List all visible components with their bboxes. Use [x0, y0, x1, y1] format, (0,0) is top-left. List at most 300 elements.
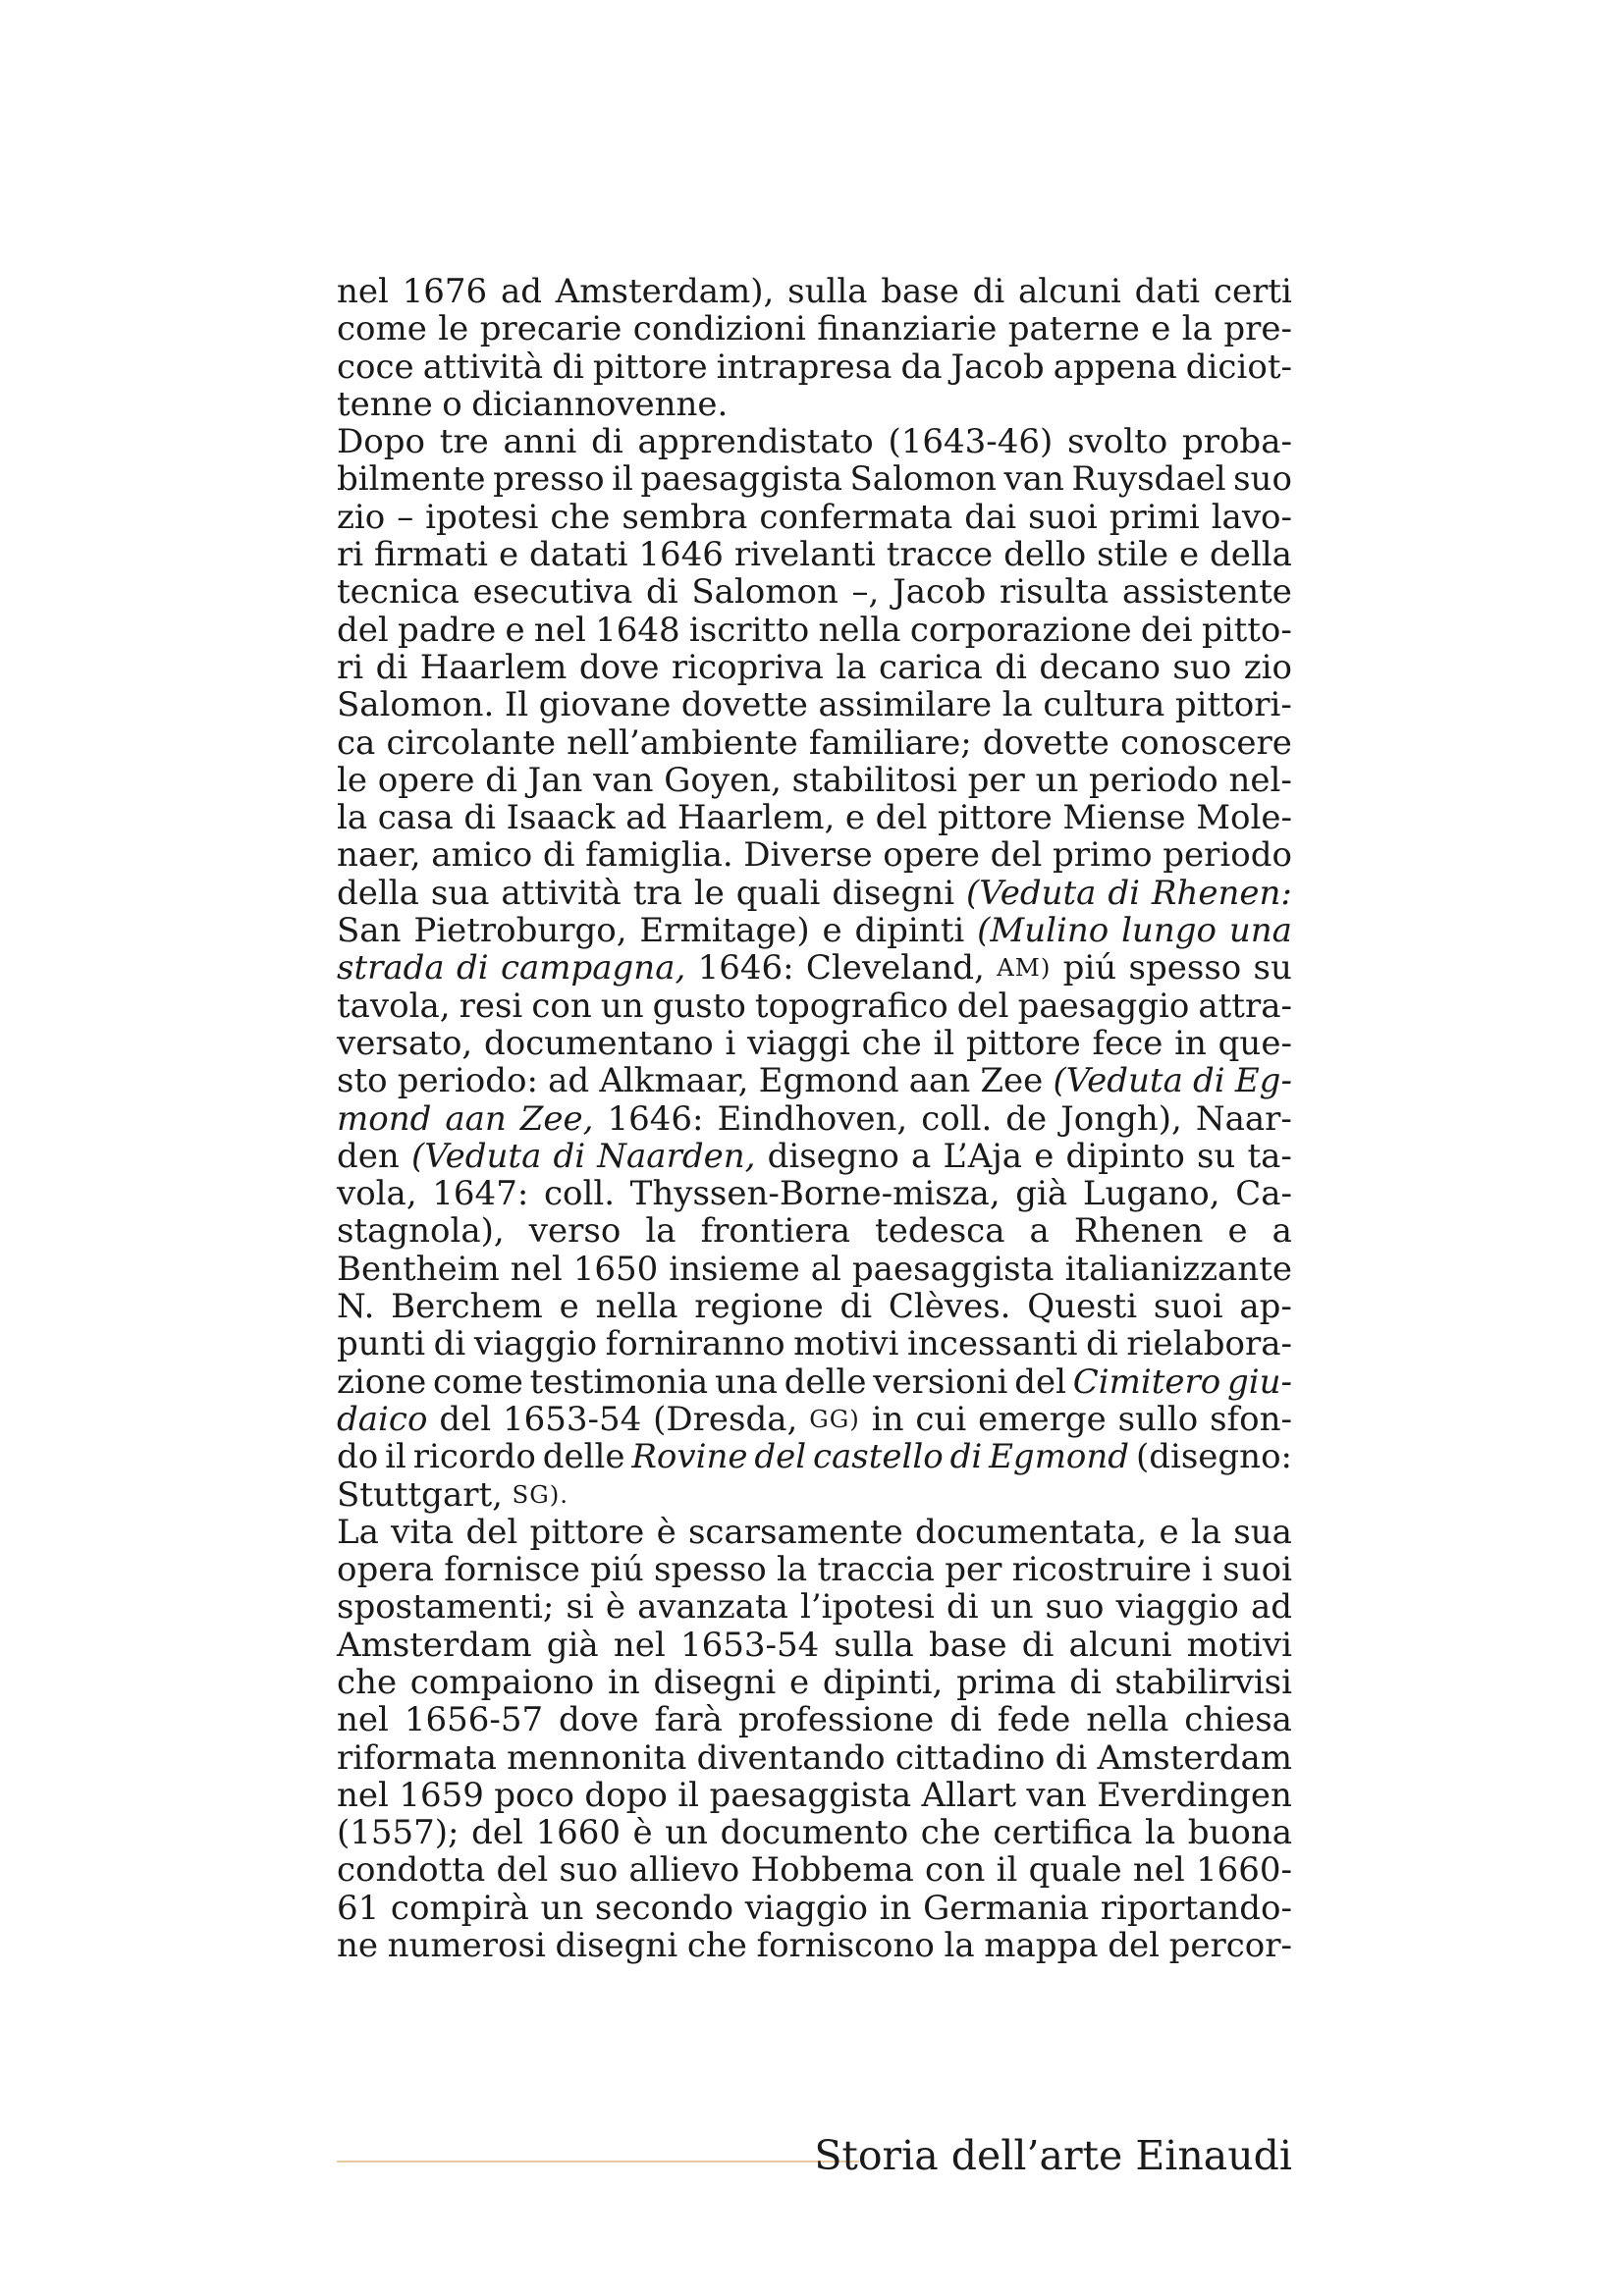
word: (Veduta: [1053, 1061, 1183, 1101]
word: Ca-: [1235, 1174, 1292, 1214]
word: le: [438, 309, 469, 349]
word: viaggi: [747, 1023, 850, 1063]
word: Jan: [527, 760, 583, 800]
word: punti: [337, 1324, 426, 1364]
word: si: [566, 1587, 594, 1628]
word: di: [645, 572, 678, 613]
word: di: [972, 272, 1005, 311]
text-line: [337, 1025, 1292, 1062]
word: le: [337, 760, 367, 800]
word: padre: [398, 610, 497, 650]
word: Naar-: [1195, 1098, 1292, 1139]
word: conoscere: [1120, 722, 1292, 763]
word: in: [608, 1662, 640, 1702]
word: l’ipotesi: [799, 1587, 935, 1628]
word: di: [433, 1324, 466, 1364]
word: svolto: [1067, 422, 1168, 462]
word: e: [1151, 309, 1171, 349]
word: dipinto: [1065, 1136, 1185, 1176]
text-line: [337, 1514, 1292, 1551]
word: mappa: [984, 1926, 1099, 1966]
word: Zee,: [519, 1098, 594, 1139]
word: topografico: [754, 986, 948, 1026]
word: Miense: [1062, 798, 1186, 838]
text-line: [337, 1288, 1292, 1325]
word: risulta: [999, 572, 1109, 613]
word: dove: [578, 647, 660, 687]
word: è: [656, 1512, 676, 1552]
word: frontiera: [700, 1211, 850, 1252]
word: è: [605, 1587, 625, 1628]
word: professione: [737, 1700, 935, 1740]
word: quale: [1028, 1850, 1122, 1891]
word: una: [1228, 911, 1292, 951]
word: primo: [1053, 835, 1153, 876]
word: do: [337, 1437, 379, 1477]
word: numerosi: [387, 1926, 546, 1966]
word: dai: [964, 497, 1017, 537]
word: casa: [377, 798, 454, 838]
word: al: [810, 1249, 841, 1289]
word: dovette: [680, 685, 808, 725]
word: nella: [818, 610, 901, 650]
word: del: [754, 1437, 807, 1477]
footer-rule: [337, 2161, 859, 2163]
text-line: [337, 1890, 1292, 1927]
word: per: [967, 760, 1025, 800]
word: nel: [533, 610, 586, 650]
word: sfon-: [1210, 1399, 1292, 1439]
word: paterne: [1007, 309, 1140, 349]
word: (disegno:: [1135, 1437, 1292, 1477]
word: zio: [1243, 647, 1292, 687]
word: stile: [1097, 535, 1169, 575]
word: Salomon: [691, 572, 839, 613]
word: –,: [851, 572, 880, 613]
word: Zee: [980, 1061, 1044, 1101]
word: diciannovenne.: [471, 384, 729, 424]
word: 61: [337, 1888, 380, 1928]
text-line: [337, 799, 1292, 836]
word: opere: [883, 835, 980, 876]
word: ad: [1250, 1587, 1292, 1628]
word: del: [471, 1813, 523, 1853]
word: il: [677, 1775, 700, 1815]
word: in: [1174, 1023, 1207, 1063]
word: e: [1179, 535, 1200, 575]
text-line: [337, 1777, 1292, 1814]
word: familiare;: [808, 722, 972, 763]
word: disegni: [555, 1926, 678, 1966]
word: Germania: [923, 1888, 1090, 1928]
text-line: [337, 1401, 1292, 1438]
word: 1656-57: [404, 1700, 544, 1740]
word: nel: [1132, 1850, 1185, 1891]
word: gusto: [652, 986, 746, 1026]
word: italianizzante: [1064, 1249, 1292, 1289]
word: di: [1055, 1737, 1088, 1778]
word: i: [1202, 1550, 1213, 1590]
word: suoi: [1028, 497, 1098, 537]
word: (Dresda,: [653, 1399, 798, 1439]
word: Stuttgart,: [337, 1474, 503, 1515]
word: piú: [1062, 948, 1117, 988]
text-line: [337, 762, 1292, 799]
word: cui: [915, 1399, 967, 1439]
word: Lugano,: [1082, 1174, 1220, 1214]
word: Jongh),: [1060, 1098, 1182, 1139]
word: e: [844, 798, 866, 838]
word: SG).: [512, 1479, 569, 1509]
word: anni: [503, 422, 577, 462]
word: 1646:: [697, 948, 794, 988]
word: delle: [784, 1362, 867, 1402]
word: L’Aja: [943, 1136, 1023, 1176]
word: il: [933, 1023, 955, 1063]
word: viaggio: [744, 1888, 868, 1928]
text-line: [337, 612, 1292, 649]
word: famiglia.: [585, 835, 733, 876]
word: rivelanti: [733, 535, 876, 575]
word: resi: [459, 986, 523, 1026]
word: nell’ambiente: [567, 722, 798, 763]
text-line: [337, 460, 1292, 498]
word: Eindhoven,: [717, 1098, 908, 1139]
word: traccia: [817, 1550, 935, 1590]
word: Jacob: [950, 347, 1045, 387]
word: delle: [542, 1437, 625, 1477]
word: e: [498, 535, 519, 575]
word: della: [1210, 535, 1292, 575]
word: Cleveland,: [805, 948, 985, 988]
word: già: [546, 1625, 599, 1665]
word: il: [612, 459, 633, 500]
text-line: [337, 836, 1292, 874]
word: Salomon.: [337, 685, 495, 725]
word: apprendistato: [637, 422, 874, 462]
word: vita: [391, 1512, 455, 1552]
word: che: [861, 1023, 922, 1063]
word: per: [945, 1550, 1002, 1590]
word: e: [505, 610, 525, 650]
word: avanzata: [637, 1587, 788, 1628]
word: compirà: [390, 1888, 529, 1928]
text-line: [337, 1363, 1292, 1401]
word: ricopriva: [671, 647, 824, 687]
word: pre-: [1223, 309, 1292, 349]
word: stabilirvisi: [1114, 1662, 1292, 1702]
word: rielabora-: [1126, 1324, 1292, 1364]
word: stabilitosi: [791, 760, 957, 800]
word: precarie: [479, 309, 622, 349]
word: Allart: [921, 1775, 1017, 1815]
word: e: [1034, 1136, 1055, 1176]
word: la: [337, 798, 368, 838]
word: mond: [337, 1098, 432, 1139]
text-line: [337, 1588, 1292, 1626]
word: pitto-: [1201, 610, 1292, 650]
word: ad: [625, 798, 668, 838]
word: disegni: [653, 1662, 777, 1702]
word: aan: [908, 1061, 971, 1101]
word: allievo: [628, 1850, 740, 1891]
word: un: [600, 986, 644, 1026]
text-line: [337, 1175, 1292, 1212]
word: circolante: [386, 722, 556, 763]
word: che: [686, 1926, 747, 1966]
text-line: [337, 423, 1292, 460]
word: le: [693, 873, 725, 913]
word: versioni: [873, 1362, 1008, 1402]
text-line: [337, 1100, 1292, 1138]
word: di: [542, 835, 575, 876]
word: motivi: [1186, 1625, 1292, 1665]
word: ri: [337, 647, 364, 687]
word: il: [385, 1437, 406, 1477]
text-line: [337, 1701, 1292, 1738]
word: paesaggio: [1017, 986, 1190, 1026]
word: 1660: [535, 1813, 621, 1853]
word: coll.: [921, 1098, 993, 1139]
word: riportando-: [1100, 1888, 1292, 1928]
word: opera: [337, 1550, 434, 1590]
word: castello: [812, 1437, 944, 1477]
word: Salomon: [849, 459, 998, 500]
text-line: [337, 310, 1292, 347]
word: van: [1003, 459, 1064, 500]
text-line: [337, 988, 1292, 1025]
word: zione: [337, 1362, 427, 1402]
word: ricordo: [412, 1437, 536, 1477]
word: suoi: [1153, 1287, 1223, 1327]
word: dati: [1134, 272, 1201, 311]
word: coll.: [543, 1174, 616, 1214]
word: che: [550, 497, 611, 537]
word: coce: [337, 347, 414, 387]
word: suo: [1045, 1587, 1105, 1628]
word: Egmond: [758, 1061, 899, 1101]
word: tracce: [886, 535, 994, 575]
word: proba-: [1181, 422, 1292, 462]
word: come: [337, 309, 427, 349]
word: il: [996, 1850, 1018, 1891]
word: i: [725, 1023, 736, 1063]
word: di: [949, 1437, 983, 1477]
word: spesso: [654, 1550, 767, 1590]
word: condizioni: [632, 309, 806, 349]
word: cultura: [1043, 685, 1165, 725]
word: suoi: [1222, 1550, 1292, 1590]
word: la: [1190, 1512, 1221, 1552]
word: in: [871, 1399, 904, 1439]
word: nella: [1086, 1700, 1169, 1740]
word: vola,: [337, 1174, 417, 1214]
word: con: [925, 1850, 986, 1891]
word: e: [1227, 1211, 1248, 1252]
word: con: [531, 986, 592, 1026]
text-line: [337, 348, 1292, 386]
word: versato,: [337, 1023, 473, 1063]
word: pittore: [965, 1023, 1081, 1063]
word: di: [1086, 1324, 1118, 1364]
word: del: [990, 835, 1043, 876]
word: incessanti: [907, 1324, 1078, 1364]
text-line: [337, 1325, 1292, 1362]
word: mennonita: [507, 1737, 687, 1778]
word: dei: [1140, 610, 1193, 650]
word: condotta: [337, 1850, 486, 1891]
word: strada: [337, 948, 445, 988]
word: tedesca: [875, 1211, 1005, 1252]
word: 1659: [399, 1775, 484, 1815]
word: Questi: [1027, 1287, 1138, 1327]
word: (Mulino: [977, 911, 1109, 951]
word: bilmente: [337, 459, 486, 500]
word: spesso: [1128, 948, 1242, 988]
word: ad: [500, 272, 542, 311]
word: pittore: [592, 347, 708, 387]
word: documentata,: [915, 1512, 1148, 1552]
text-line: [337, 573, 1292, 611]
word: forniranno: [605, 1324, 785, 1364]
word: Jacob: [893, 572, 987, 613]
text-line: [337, 912, 1292, 949]
word: poco: [494, 1775, 574, 1815]
word: Goyen,: [664, 760, 782, 800]
word: di: [947, 1587, 979, 1628]
word: Rhenen:: [1151, 873, 1292, 913]
word: la: [777, 1550, 808, 1590]
word: que-: [1217, 1023, 1292, 1063]
word: e: [559, 1287, 579, 1327]
word: Amsterdam: [337, 1625, 532, 1665]
text-line: [337, 499, 1292, 536]
word: esecutiva: [472, 572, 633, 613]
word: farà: [654, 1700, 723, 1740]
word: di: [995, 647, 1027, 687]
word: e: [788, 1662, 810, 1702]
word: su: [1196, 1136, 1236, 1176]
word: paesaggista: [640, 459, 842, 500]
word: riformata: [337, 1737, 497, 1778]
word: base: [928, 1625, 1007, 1665]
word: 1647:: [432, 1174, 529, 1214]
word: di: [463, 798, 496, 838]
word: sembra: [622, 497, 748, 537]
word: 1648: [595, 610, 680, 650]
word: aan: [445, 1098, 507, 1139]
word: nel: [337, 272, 389, 311]
word: certifica: [993, 1813, 1133, 1853]
word: dipinti: [854, 911, 965, 951]
word: 1650: [572, 1249, 659, 1289]
word: insieme: [669, 1249, 800, 1289]
word: fece: [1092, 1023, 1163, 1063]
word: secondo: [594, 1888, 734, 1928]
word: Haarlem: [419, 647, 568, 687]
word: GG): [809, 1404, 860, 1433]
word: di: [553, 1136, 586, 1176]
word: dove: [559, 1700, 639, 1740]
word: base: [881, 272, 959, 311]
word: dovette: [982, 722, 1109, 763]
word: 1646: [638, 535, 724, 575]
word: dello: [1003, 535, 1087, 575]
word: alcuni: [1018, 272, 1121, 311]
word: confermata: [759, 497, 953, 537]
word: un: [990, 1587, 1034, 1628]
text-line: [337, 1627, 1292, 1664]
text-line: [337, 536, 1292, 573]
word: pittori-: [1174, 685, 1292, 725]
word: viaggio: [473, 1324, 598, 1364]
word: (1557);: [337, 1813, 460, 1853]
word: decano: [1039, 647, 1161, 687]
word: la: [1001, 685, 1033, 725]
word: corporazione: [909, 610, 1132, 650]
text-line: [337, 649, 1292, 686]
word: di: [1021, 1625, 1055, 1665]
word: Rhenen: [1073, 1211, 1204, 1252]
text-line: [337, 1251, 1292, 1288]
word: –: [397, 497, 414, 537]
word: Isaack: [506, 798, 616, 838]
word: periodo:: [397, 1061, 538, 1101]
word: di: [485, 760, 517, 800]
word: intrapresa: [716, 347, 893, 387]
word: cittadino: [894, 1737, 1046, 1778]
text-line: [337, 724, 1292, 762]
word: del: [496, 1850, 549, 1891]
word: 1653-54: [502, 1399, 642, 1439]
word: N.: [337, 1287, 375, 1327]
word: Berchem: [391, 1287, 543, 1327]
word: in: [879, 1888, 912, 1928]
word: a: [1029, 1211, 1050, 1252]
word: già: [1015, 1174, 1068, 1214]
word: a: [911, 1136, 932, 1176]
word: di: [1193, 1061, 1225, 1101]
word: datati: [528, 535, 628, 575]
word: piú: [590, 1550, 644, 1590]
word: del: [439, 1399, 492, 1439]
word: un: [665, 1813, 709, 1853]
word: nel: [337, 1775, 389, 1815]
word: la: [645, 1211, 676, 1252]
text-line: [337, 1851, 1292, 1889]
text-line: [337, 1212, 1292, 1250]
word: sulla: [834, 1625, 914, 1665]
word: primi: [1109, 497, 1200, 537]
word: un: [540, 1888, 584, 1928]
word: la: [944, 1926, 975, 1966]
word: del: [956, 986, 1009, 1026]
word: AM): [997, 953, 1052, 983]
word: (Veduta: [966, 873, 1097, 913]
word: giu-: [1226, 1362, 1292, 1402]
word: pittore: [937, 798, 1053, 838]
word: è: [632, 1813, 653, 1853]
word: Ruysdael: [1071, 459, 1226, 500]
word: o: [442, 384, 462, 424]
text-line: [337, 386, 1292, 423]
word: del: [337, 610, 389, 650]
word: nel: [337, 1700, 389, 1740]
word: Cimitero: [1072, 1362, 1221, 1402]
word: paesaggista: [851, 1249, 1055, 1289]
text-line: [337, 1664, 1292, 1701]
word: ca: [337, 722, 376, 763]
